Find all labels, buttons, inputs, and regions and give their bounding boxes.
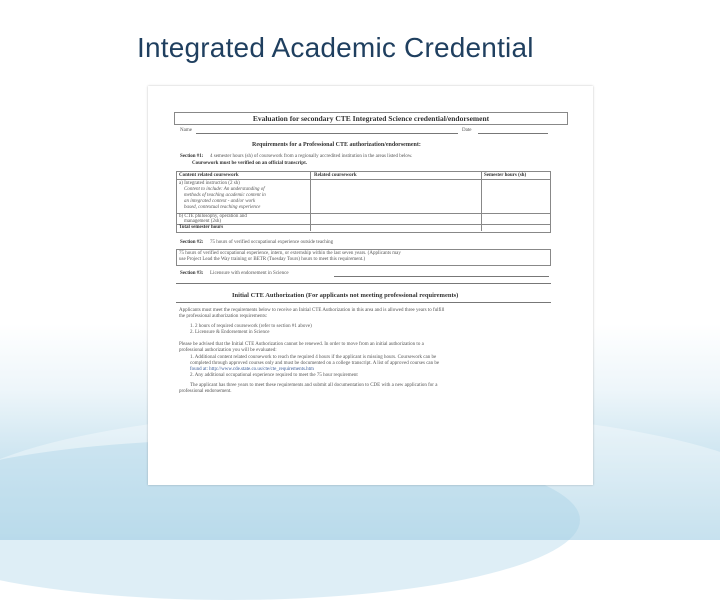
document-heading: Evaluation for secondary CTE Integrated Science credential/endorsement bbox=[174, 112, 568, 125]
initial-text: the professional authorization requirements: bbox=[179, 314, 268, 319]
section2-box-text: 75 hours of verified occupational experience, intern, or externship within the last seven years. (Applicants may bbox=[179, 251, 401, 256]
section2-box-text: use Project Lead the Way training or BETR (Tuesday Tours) hours to meet this requirement.) bbox=[179, 257, 366, 262]
initial-text: Applicants must meet the requirements below to receive an Initial CTE Authorization in this area and is allowed three years to fulfill bbox=[179, 308, 445, 313]
table-cell: a) Integrated instruction (2 sh) bbox=[179, 181, 240, 186]
document-scan bbox=[148, 86, 593, 485]
table-header: Content related coursework bbox=[179, 173, 239, 178]
name-line bbox=[196, 133, 458, 134]
table-cell: b) CTE philosophy, operation and bbox=[179, 214, 247, 219]
advice-item: 2. Any additional occupational experience required to meet the 75 hour requirement bbox=[190, 373, 358, 378]
divider bbox=[176, 283, 551, 284]
closing-text: The applicant has three years to meet these requirements and submit all documentation to CDE with a new application for a bbox=[190, 383, 438, 388]
advice-text: Please be advised that the Initial CTE Authorization cannot be renewed. In order to move from an initial authorization to a bbox=[179, 342, 424, 347]
section1-title: Section #1: bbox=[180, 154, 204, 159]
section3-line bbox=[334, 276, 549, 277]
table-cell: management (2sh) bbox=[184, 219, 222, 224]
advice-item: 1. Additional content related coursework to reach the required 4 hours if the applicant is missing hours. Coursework can be bbox=[190, 355, 437, 360]
section2-title: Section #2: bbox=[180, 240, 204, 245]
table-cell: methods of teaching academic content in bbox=[184, 193, 266, 198]
advice-link: found at: http://www.cde.state.co.us/cte/cte_requirements.htm bbox=[190, 367, 314, 372]
section2-text: 75 hours of verified occupational experience outside teaching bbox=[210, 240, 334, 245]
requirements-title: Requirements for a Professional CTE authorization/endorsement: bbox=[252, 142, 421, 148]
table-cell: Content to include: An understanding of bbox=[184, 187, 265, 192]
date-label: Date bbox=[462, 128, 472, 133]
advice-item: completed through approved courses only and must be documented on a college transcript. A list of approved courses can be bbox=[190, 361, 440, 366]
table-divider bbox=[176, 179, 551, 180]
section1-text2: Coursework must be verified on an official transcript. bbox=[192, 161, 307, 166]
table-divider bbox=[481, 171, 482, 231]
slide-title: Integrated Academic Credential bbox=[137, 32, 534, 63]
table-divider bbox=[176, 224, 551, 225]
table-header: Semester hours (sh) bbox=[484, 173, 527, 178]
advice-text: professional authorization you will be evaluated: bbox=[179, 348, 277, 353]
initial-item: 1. 2 hours of required coursework (refer to section #1 above) bbox=[190, 324, 312, 329]
table-cell: based, contextual teaching experience bbox=[184, 205, 261, 210]
divider bbox=[176, 302, 551, 303]
table-cell: an integrated context - and/or work bbox=[184, 199, 256, 204]
section1-text: 4 semester hours (sh) of coursework from a regionally accredited institution in the areas listed below. bbox=[210, 154, 413, 159]
name-label: Name bbox=[180, 128, 192, 133]
initial-authorization-title: Initial CTE Authorization (For applicants not meeting professional requirements) bbox=[232, 292, 459, 299]
section3-text: Licensure with endorsement in Science bbox=[210, 271, 289, 276]
table-header: Related coursework bbox=[314, 173, 357, 178]
closing-text: professional endorsement. bbox=[179, 389, 232, 394]
initial-item: 2. Licensure & Endorsement in Science bbox=[190, 330, 270, 335]
table-divider bbox=[310, 171, 311, 231]
table-total-label: Total semester hours bbox=[179, 225, 224, 230]
date-line bbox=[478, 133, 548, 134]
section3-title: Section #3: bbox=[180, 271, 204, 276]
